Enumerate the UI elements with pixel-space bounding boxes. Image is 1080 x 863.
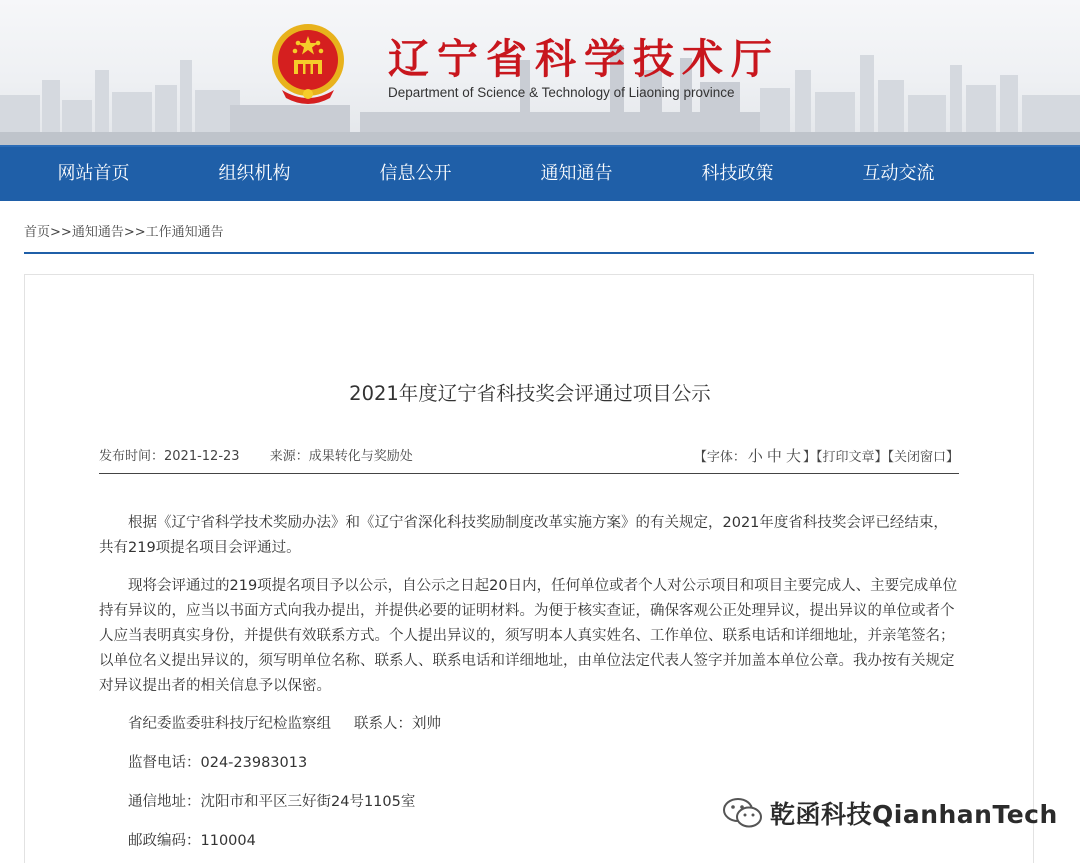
site-title: 辽宁省科学技术厅 [388, 35, 780, 83]
article-paragraph: 根据《辽宁省科学技术奖励办法》和《辽宁省深化科技奖励制度改革实施方案》的有关规定，2021年度省科技奖会评已经结束，共有219项提名项目会评通过。 [99, 515, 948, 556]
nav-item-notices[interactable]: 通知通告 [540, 163, 613, 184]
breadcrumb-work-notices[interactable]: 工作通知通告 [145, 225, 224, 240]
article-title: 2021年度辽宁省科技奖会评通过项目公示 [349, 382, 711, 405]
main-nav [0, 145, 1080, 201]
header-banner [0, 0, 1080, 145]
font-size-label: 【字体： [693, 450, 746, 465]
nav-item-home[interactable]: 网站首页 [57, 163, 130, 184]
breadcrumb-divider [24, 252, 1034, 254]
postcode-line: 邮政编码：110004 [128, 833, 256, 849]
article-meta [99, 445, 959, 463]
contact-person: 联系人：刘帅 [354, 716, 442, 732]
article-paragraph: 现将会评通过的219项提名项目予以公示，自公示之日起20日内，任何单位或者个人对公示项目和项目主要完成人、主要完成单位持有异议的，应当以书面方式向我办提出，并提供必要的证明材料。为便于核实查证，确保客观公正处理异议，提出异议的单位或者个人应当表明真实身份，并提供有效联系方式。个人提出异议的，须写明本人真实姓名、工作单位、联系电话和详细地址，并亲笔签名；以单位名义提出异议的，须写明单位名称、联系人、联系电话和详细地址，由单位法定代表人签字并加盖本单位公章。我办按有关规定对异议提出者的相关信息予以保密。 [99, 578, 958, 694]
article-tools [694, 445, 959, 466]
article-source: 来源：成果转化与奖励处 [269, 449, 413, 464]
address-line: 通信地址：沈阳市和平区三好街24号1105室 [128, 794, 416, 810]
breadcrumb-notices[interactable]: 通知通告 [71, 225, 124, 240]
close-window-link[interactable]: 【关闭窗口】 [887, 450, 959, 465]
wechat-icon [722, 796, 764, 830]
contact-org: 省纪委监委驻科技厅纪检监察组 [128, 716, 331, 732]
breadcrumb [24, 221, 224, 240]
font-size-small[interactable]: 小 [747, 447, 763, 465]
contact-line [99, 712, 959, 737]
publish-time: 发布时间：2021-12-23 [99, 449, 240, 464]
font-size-large[interactable]: 大 [785, 447, 801, 465]
font-size-medium[interactable]: 中 [766, 447, 782, 465]
watermark [722, 793, 1058, 833]
nav-item-policy[interactable]: 科技政策 [701, 163, 774, 184]
watermark-text: 乾函科技QianhanTech [770, 800, 1058, 829]
breadcrumb-home[interactable]: 首页 [24, 225, 51, 240]
site-subtitle: Department of Science & Technology of Liaoning province [388, 85, 735, 100]
nav-item-organization[interactable]: 组织机构 [218, 163, 291, 184]
nav-item-interaction[interactable]: 互动交流 [862, 163, 935, 184]
phone-line: 监督电话：024-23983013 [128, 755, 308, 771]
article-panel [24, 274, 1034, 863]
breadcrumb-separator: >> [123, 225, 146, 240]
nav-item-information[interactable]: 信息公开 [379, 163, 452, 184]
font-size-close: 】 [802, 450, 816, 465]
breadcrumb-separator: >> [50, 225, 72, 240]
meta-divider [99, 473, 959, 474]
print-article-link[interactable]: 【打印文章】 [815, 450, 888, 465]
national-emblem-icon [268, 20, 348, 104]
